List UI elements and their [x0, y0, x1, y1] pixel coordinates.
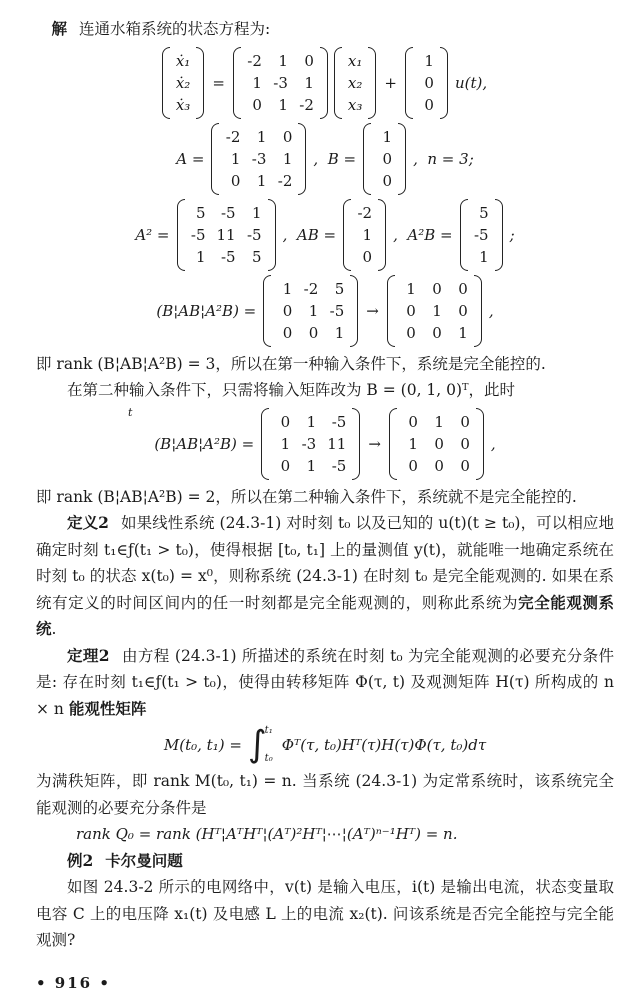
matrix-cell: 1: [282, 149, 293, 168]
matrix-controllability: [263, 275, 358, 347]
A2-label: A² =: [135, 225, 170, 244]
matrix-cell: -2: [277, 171, 293, 190]
matrix-cell: 0: [408, 456, 418, 475]
matrix-cell: 1: [256, 171, 267, 190]
matrix-cell: -3: [251, 149, 267, 168]
matrix-cell: 1: [306, 456, 317, 475]
matrix-cell: 0: [460, 412, 470, 431]
matrix-cell: 0: [282, 127, 293, 146]
paragraph-example-2: [36, 848, 614, 875]
matrix-cell: -3: [273, 73, 288, 92]
matrix-controllability: [261, 408, 360, 480]
matrix-cell: 1: [479, 247, 489, 266]
matrix-cell: 0: [280, 456, 291, 475]
A-label: A =: [176, 149, 205, 168]
paragraph-rank-3: 即 rank (B¦AB¦A²B) = 3，所以在第一种输入条件下，系统是完全能控的.: [36, 354, 546, 373]
matrix-cell: 1: [308, 301, 319, 320]
matrix-cell: 1: [304, 73, 314, 92]
matrix-grid: [185, 199, 268, 271]
matrix-cell: 0: [230, 171, 241, 190]
matrix-cell: -5: [220, 247, 236, 266]
matrix-x-vector: [334, 47, 376, 119]
paren-left-icon: [334, 47, 342, 119]
paragraph-full-rank: 为满秩矩阵，即 rank M(t₀, t₁) = n. 当系统 (24.3-1) 为定常系统时，该系统完全能观测的必要充分条件是: [36, 772, 614, 817]
paren-right-icon: [196, 47, 204, 119]
matrix-reduced: [387, 275, 482, 347]
matrix-cell: 0: [460, 434, 470, 453]
paren-left-icon: [233, 47, 241, 119]
matrix-cell: 1: [282, 279, 293, 298]
AB-label: , AB =: [282, 225, 337, 244]
matrix-cell: 11: [216, 225, 236, 244]
matrix-cell: 0: [408, 412, 418, 431]
equation-state-space: [36, 47, 614, 119]
matrix-cell: 1: [432, 301, 442, 320]
matrix-grid: [413, 47, 440, 119]
paragraph-rank-2: 即 rank (B¦AB¦A²B) = 2，所以在第二种输入条件下，系统就不是完全能控的.: [36, 487, 577, 506]
matrix-cell: 5: [479, 203, 489, 222]
paren-left-icon: [460, 199, 468, 271]
matrix-cell: 5: [195, 203, 206, 222]
matrix-cell: 5: [334, 279, 345, 298]
paren-left-icon: [162, 47, 170, 119]
matrix-cell: -2: [247, 51, 262, 70]
matrix-grid: [269, 408, 352, 480]
matrix-cell: 0: [252, 95, 262, 114]
matrix-cell: 1: [424, 51, 434, 70]
print-artifact: t: [128, 405, 133, 419]
arrow-icon: →: [368, 434, 381, 453]
matrix-cell: 1: [382, 127, 393, 146]
matrix-cell: -3: [301, 434, 317, 453]
paren-right-icon: [368, 47, 376, 119]
matrix-grid: [219, 123, 298, 195]
paren-right-icon: [495, 199, 503, 271]
matrix-cell: 0: [362, 247, 373, 266]
equation-controllability-1: [36, 275, 614, 347]
matrix-grid: [397, 408, 476, 480]
matrix-cell: -5: [331, 456, 347, 475]
input-term: u(t),: [454, 73, 488, 92]
matrix-cell: 1: [230, 149, 241, 168]
matrix-AB-vector: [343, 199, 386, 271]
paren-right-icon: [298, 123, 306, 195]
equation-A2-AB-A2B: [36, 199, 614, 271]
matrix-cell: 0: [282, 301, 293, 320]
matrix-grid: [351, 199, 378, 271]
matrix-cell: 0: [424, 73, 434, 92]
paragraph-theorem-2: [36, 643, 614, 723]
plus-sign: +: [384, 73, 397, 92]
example-2-title: 卡尔曼问题: [105, 850, 183, 870]
paren-right-icon: [378, 199, 386, 271]
matrix-cell: 0: [304, 51, 314, 70]
paren-left-icon: [363, 123, 371, 195]
matrix-A2: [177, 199, 276, 271]
matrix-cell: ẋ₃: [175, 95, 191, 114]
matrix-grid: [241, 47, 320, 119]
matrix-cell: -5: [473, 225, 489, 244]
A2B-label: , A²B =: [393, 225, 453, 244]
paren-left-icon: [263, 275, 271, 347]
matrix-cell: 1: [408, 434, 418, 453]
solution-text: 连通水箱系统的状态方程为:: [79, 20, 271, 38]
matrix-cell: 0: [460, 456, 470, 475]
matrix-cell: 0: [432, 323, 442, 342]
paragraph-second-input: 在第二种输入条件下，只需将输入矩阵改为 B = (0, 1, 0)ᵀ，此时: [67, 381, 516, 399]
paren-right-icon: [350, 275, 358, 347]
B-label: , B =: [313, 149, 357, 168]
matrix-cell: ẋ₁: [175, 51, 191, 70]
matrix-cell: -2: [357, 203, 373, 222]
equals-sign: =: [212, 73, 225, 92]
paren-left-icon: [177, 199, 185, 271]
matrix-A: [211, 123, 306, 195]
matrix-cell: 0: [434, 434, 444, 453]
matrix-cell: 0: [434, 456, 444, 475]
matrix-cell: 5: [252, 247, 262, 266]
matrix-cell: x₁: [347, 51, 363, 70]
example-2-label: 例2: [67, 850, 94, 870]
matrix-cell: 1: [195, 247, 206, 266]
matrix-cell: 1: [252, 73, 262, 92]
matrix-cell: 11: [327, 434, 347, 453]
matrix-cell: -5: [246, 225, 262, 244]
matrix-cell: 1: [278, 51, 288, 70]
paren-left-icon: [405, 47, 413, 119]
paren-left-icon: [387, 275, 395, 347]
matrix-cell: 0: [458, 301, 468, 320]
matrix-B-vector: [363, 123, 406, 195]
matrix-cell: 0: [382, 149, 393, 168]
controllability-lhs: (B¦AB¦A²B) =: [156, 301, 257, 320]
matrix-cell: 0: [406, 301, 416, 320]
definition-2-term: 完全能观测系统: [36, 592, 614, 638]
matrix-cell: -2: [225, 127, 241, 146]
equation-controllability-2: [36, 405, 614, 480]
paren-left-icon: [211, 123, 219, 195]
matrix-cell: -2: [299, 95, 314, 114]
matrix-b-vector: [405, 47, 448, 119]
solution-label: 解: [51, 19, 68, 38]
paren-left-icon: [389, 408, 397, 480]
matrix-grid: [271, 275, 350, 347]
matrix-cell: 1: [280, 434, 291, 453]
matrix-cell: 0: [280, 412, 291, 431]
equation-rank-Q: rank Q₀ = rank (Hᵀ¦AᵀHᵀ¦(Aᵀ)²Hᵀ¦⋯¦(Aᵀ)ⁿ⁻¹Hᵀ) = n.: [76, 825, 458, 843]
n-label: , n = 3;: [413, 149, 474, 168]
matrix-cell: 1: [252, 203, 262, 222]
definition-2-label: 定义2: [67, 513, 109, 532]
solution-intro-line: [36, 16, 614, 43]
paren-left-icon: [343, 199, 351, 271]
theorem-2-body: 由方程 (24.3-1) 所描述的系统在时刻 t₀ 为完全能观测的必要充分条件是: 存在时刻 t₁∈ƒ(t₁ > t₀)，使得由转移矩阵 Φ(τ, t) 及观测矩阵 H(τ) 所构成的 n × n: [36, 646, 614, 718]
matrix-cell: 1: [458, 323, 468, 342]
theorem-2-label: 定理2: [67, 645, 110, 665]
definition-2-period: .: [51, 620, 57, 638]
matrix-cell: 1: [406, 279, 416, 298]
comma: ,: [490, 434, 496, 453]
matrix-grid: [170, 47, 196, 119]
paren-right-icon: [440, 47, 448, 119]
integral-limits: [265, 726, 273, 764]
matrix-A2B-vector: [460, 199, 503, 271]
theorem-2-term: 能观性矩阵: [68, 698, 147, 718]
matrix-cell: x₂: [347, 73, 363, 92]
matrix-reduced: [389, 408, 484, 480]
paren-left-icon: [261, 408, 269, 480]
matrix-grid: [395, 275, 474, 347]
arrow-icon: →: [366, 301, 379, 320]
gramian-lhs: M(t₀, t₁) =: [163, 736, 242, 754]
matrix-cell: 1: [334, 323, 345, 342]
paren-right-icon: [398, 123, 406, 195]
matrix-cell: -5: [190, 225, 206, 244]
definition-2-body: 如果线性系统 (24.3-1) 对时刻 t₀ 以及已知的 u(t)(t ≥ t₀)，可以相应地确定时刻 t₁∈ƒ(t₁ > t₀)，使得根据 [t₀, t₁] 上的量测值 y(t)，就能唯一地确定系统在时刻 t₀ 的状态 x(t₀) = x⁰，则称系统 (24.3-1) 在时刻 t₀ 是完全能观测的. 如果在系统有定义的时间区间内的任一时刻都是完全能观测的，则称此系统为: [36, 514, 614, 612]
paren-right-icon: [320, 47, 328, 119]
matrix-cell: 1: [434, 412, 444, 431]
gramian-integrand: Φᵀ(τ, t₀)Hᵀ(τ)H(τ)Φ(τ, t₀)dτ: [281, 736, 487, 754]
matrix-cell: -5: [331, 412, 347, 431]
paragraph-definition-2: [36, 510, 614, 643]
controllability-lhs: (B¦AB¦A²B) =: [154, 434, 255, 453]
page-number: • 916 •: [36, 973, 111, 988]
integral-glyph: ∫: [247, 724, 267, 765]
matrix-A: [233, 47, 328, 119]
matrix-cell: x₃: [347, 95, 363, 114]
comma: ,: [488, 301, 494, 320]
paren-right-icon: [268, 199, 276, 271]
matrix-cell: ẋ₂: [175, 73, 191, 92]
matrix-cell: 1: [278, 95, 288, 114]
paragraph-network: 如图 24.3-2 所示的电网络中，v(t) 是输入电压，i(t) 是输出电流，状态变量取电容 C 上的电压降 x₁(t) 及电感 L 上的电流 x₂(t). 问该系统是否完全能控与完全能观测?: [36, 878, 614, 949]
paren-right-icon: [476, 408, 484, 480]
matrix-cell: 1: [256, 127, 267, 146]
matrix-grid: [468, 199, 495, 271]
paren-right-icon: [352, 408, 360, 480]
semicolon: ;: [509, 225, 515, 244]
integral-lower-limit: t₀: [264, 753, 273, 764]
matrix-cell: 0: [308, 323, 319, 342]
matrix-cell: -2: [303, 279, 319, 298]
matrix-grid: [371, 123, 398, 195]
matrix-xdot-vector: [162, 47, 204, 119]
matrix-cell: 1: [362, 225, 373, 244]
matrix-cell: -5: [220, 203, 236, 222]
matrix-cell: 0: [458, 279, 468, 298]
matrix-cell: 0: [382, 171, 393, 190]
matrix-cell: 0: [406, 323, 416, 342]
matrix-cell: -5: [329, 301, 345, 320]
matrix-cell: 0: [282, 323, 293, 342]
paren-right-icon: [474, 275, 482, 347]
integral-sign-icon: [248, 726, 276, 764]
matrix-cell: 1: [306, 412, 317, 431]
matrix-cell: 0: [424, 95, 434, 114]
integral-upper-limit: t₁: [264, 725, 273, 736]
matrix-cell: 0: [432, 279, 442, 298]
matrix-grid: [342, 47, 368, 119]
equation-A-B-n: [36, 123, 614, 195]
equation-observability-gramian: [36, 726, 614, 764]
